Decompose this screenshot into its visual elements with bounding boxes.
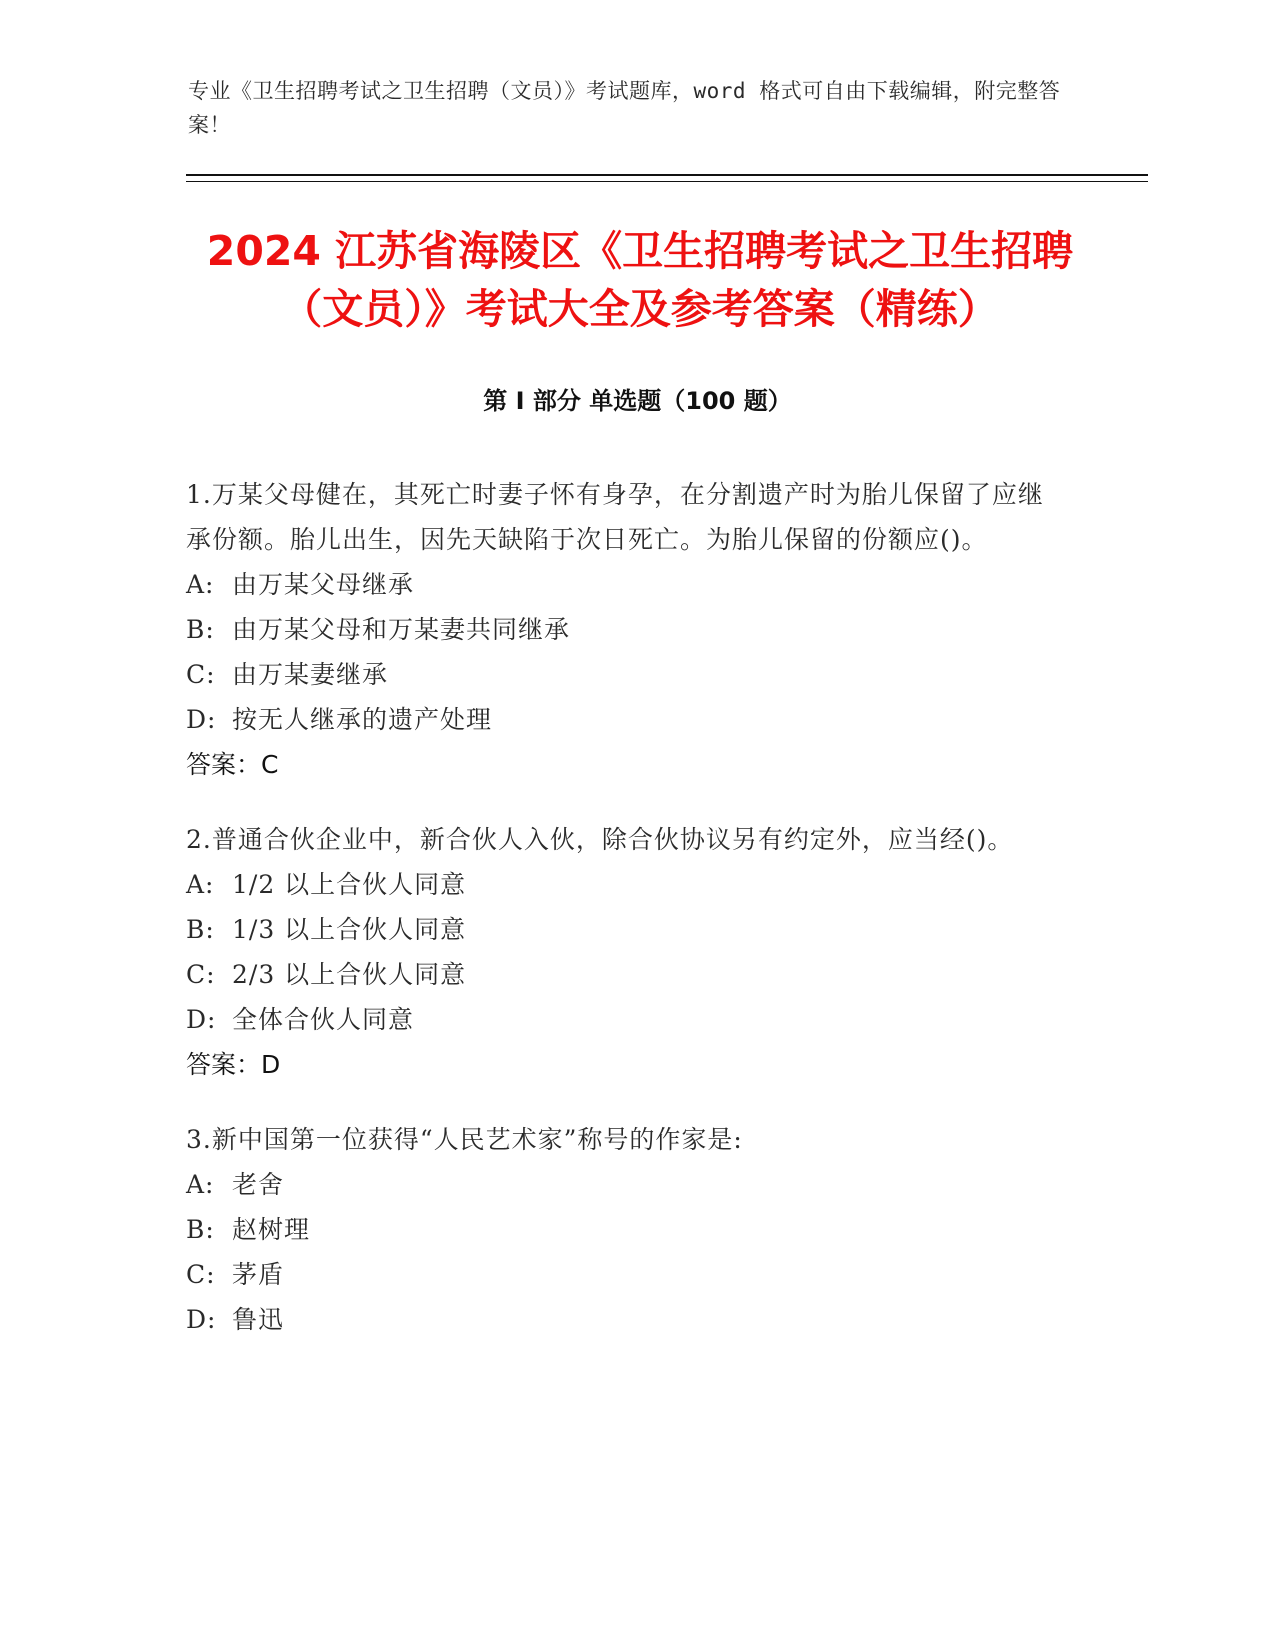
option-text: 按无人继承的遗产处理	[232, 705, 493, 734]
option-letter: D:	[186, 1305, 217, 1334]
option-c	[186, 652, 1066, 697]
option-letter: D:	[186, 1005, 217, 1034]
option-letter: B:	[186, 915, 215, 944]
option-d	[186, 697, 1066, 742]
document-title: 2024 江苏省海陵区《卫生招聘考试之卫生招聘（文员）》考试大全及参考答案（精练）	[206, 227, 1074, 333]
question-2	[186, 817, 1066, 1087]
option-text: 由万某父母继承	[232, 570, 415, 599]
option-b	[186, 907, 1066, 952]
option-d	[186, 1297, 1066, 1342]
header-divider-thin	[186, 181, 1148, 182]
option-letter: B:	[186, 615, 215, 644]
header-note: 专业《卫生招聘考试之卫生招聘（文员）》考试题库，word 格式可自由下载编辑，附完整答案！	[188, 79, 1061, 137]
option-c	[186, 952, 1066, 997]
answer-line	[186, 742, 1066, 787]
option-letter: C:	[186, 660, 216, 689]
question-stem: 3.新中国第一位获得“人民艺术家”称号的作家是:	[186, 1125, 743, 1154]
option-letter: D:	[186, 705, 217, 734]
option-b	[186, 607, 1066, 652]
option-text: 1/2 以上合伙人同意	[232, 870, 467, 899]
question-list	[186, 472, 1066, 1372]
header-divider-thick	[186, 174, 1148, 176]
section-title: 第 I 部分 单选题（100 题）	[483, 387, 792, 415]
option-a	[186, 862, 1066, 907]
option-letter: C:	[186, 960, 216, 989]
option-text: 1/3 以上合伙人同意	[232, 915, 467, 944]
option-text: 由万某妻继承	[232, 660, 389, 689]
option-letter: A:	[186, 1170, 215, 1199]
option-text: 老舍	[232, 1170, 285, 1199]
option-a	[186, 562, 1066, 607]
question-1	[186, 472, 1066, 787]
option-letter: A:	[186, 870, 215, 899]
option-letter: C:	[186, 1260, 216, 1289]
answer-prefix: 答案：	[186, 1050, 262, 1079]
option-text: 2/3 以上合伙人同意	[232, 960, 467, 989]
answer-value: D	[261, 1050, 281, 1079]
answer-line	[186, 1042, 1066, 1087]
option-c	[186, 1252, 1066, 1297]
option-text: 鲁迅	[232, 1305, 285, 1334]
question-3	[186, 1117, 1066, 1342]
option-d	[186, 997, 1066, 1042]
option-letter: B:	[186, 1215, 215, 1244]
option-text: 赵树理	[232, 1215, 311, 1244]
answer-value: C	[261, 750, 279, 779]
option-text: 茅盾	[232, 1260, 285, 1289]
option-b	[186, 1207, 1066, 1252]
question-stem: 1.万某父母健在，其死亡时妻子怀有身孕，在分割遗产时为胎儿保留了应继承份额。胎儿出生，因先天缺陷于次日死亡。为胎儿保留的份额应()。	[186, 480, 1044, 554]
option-letter: A:	[186, 570, 215, 599]
option-a	[186, 1162, 1066, 1207]
option-text: 由万某父母和万某妻共同继承	[232, 615, 571, 644]
answer-prefix: 答案：	[186, 750, 262, 779]
option-text: 全体合伙人同意	[232, 1005, 415, 1034]
question-stem: 2.普通合伙企业中，新合伙人入伙，除合伙协议另有约定外，应当经()。	[186, 825, 1014, 854]
